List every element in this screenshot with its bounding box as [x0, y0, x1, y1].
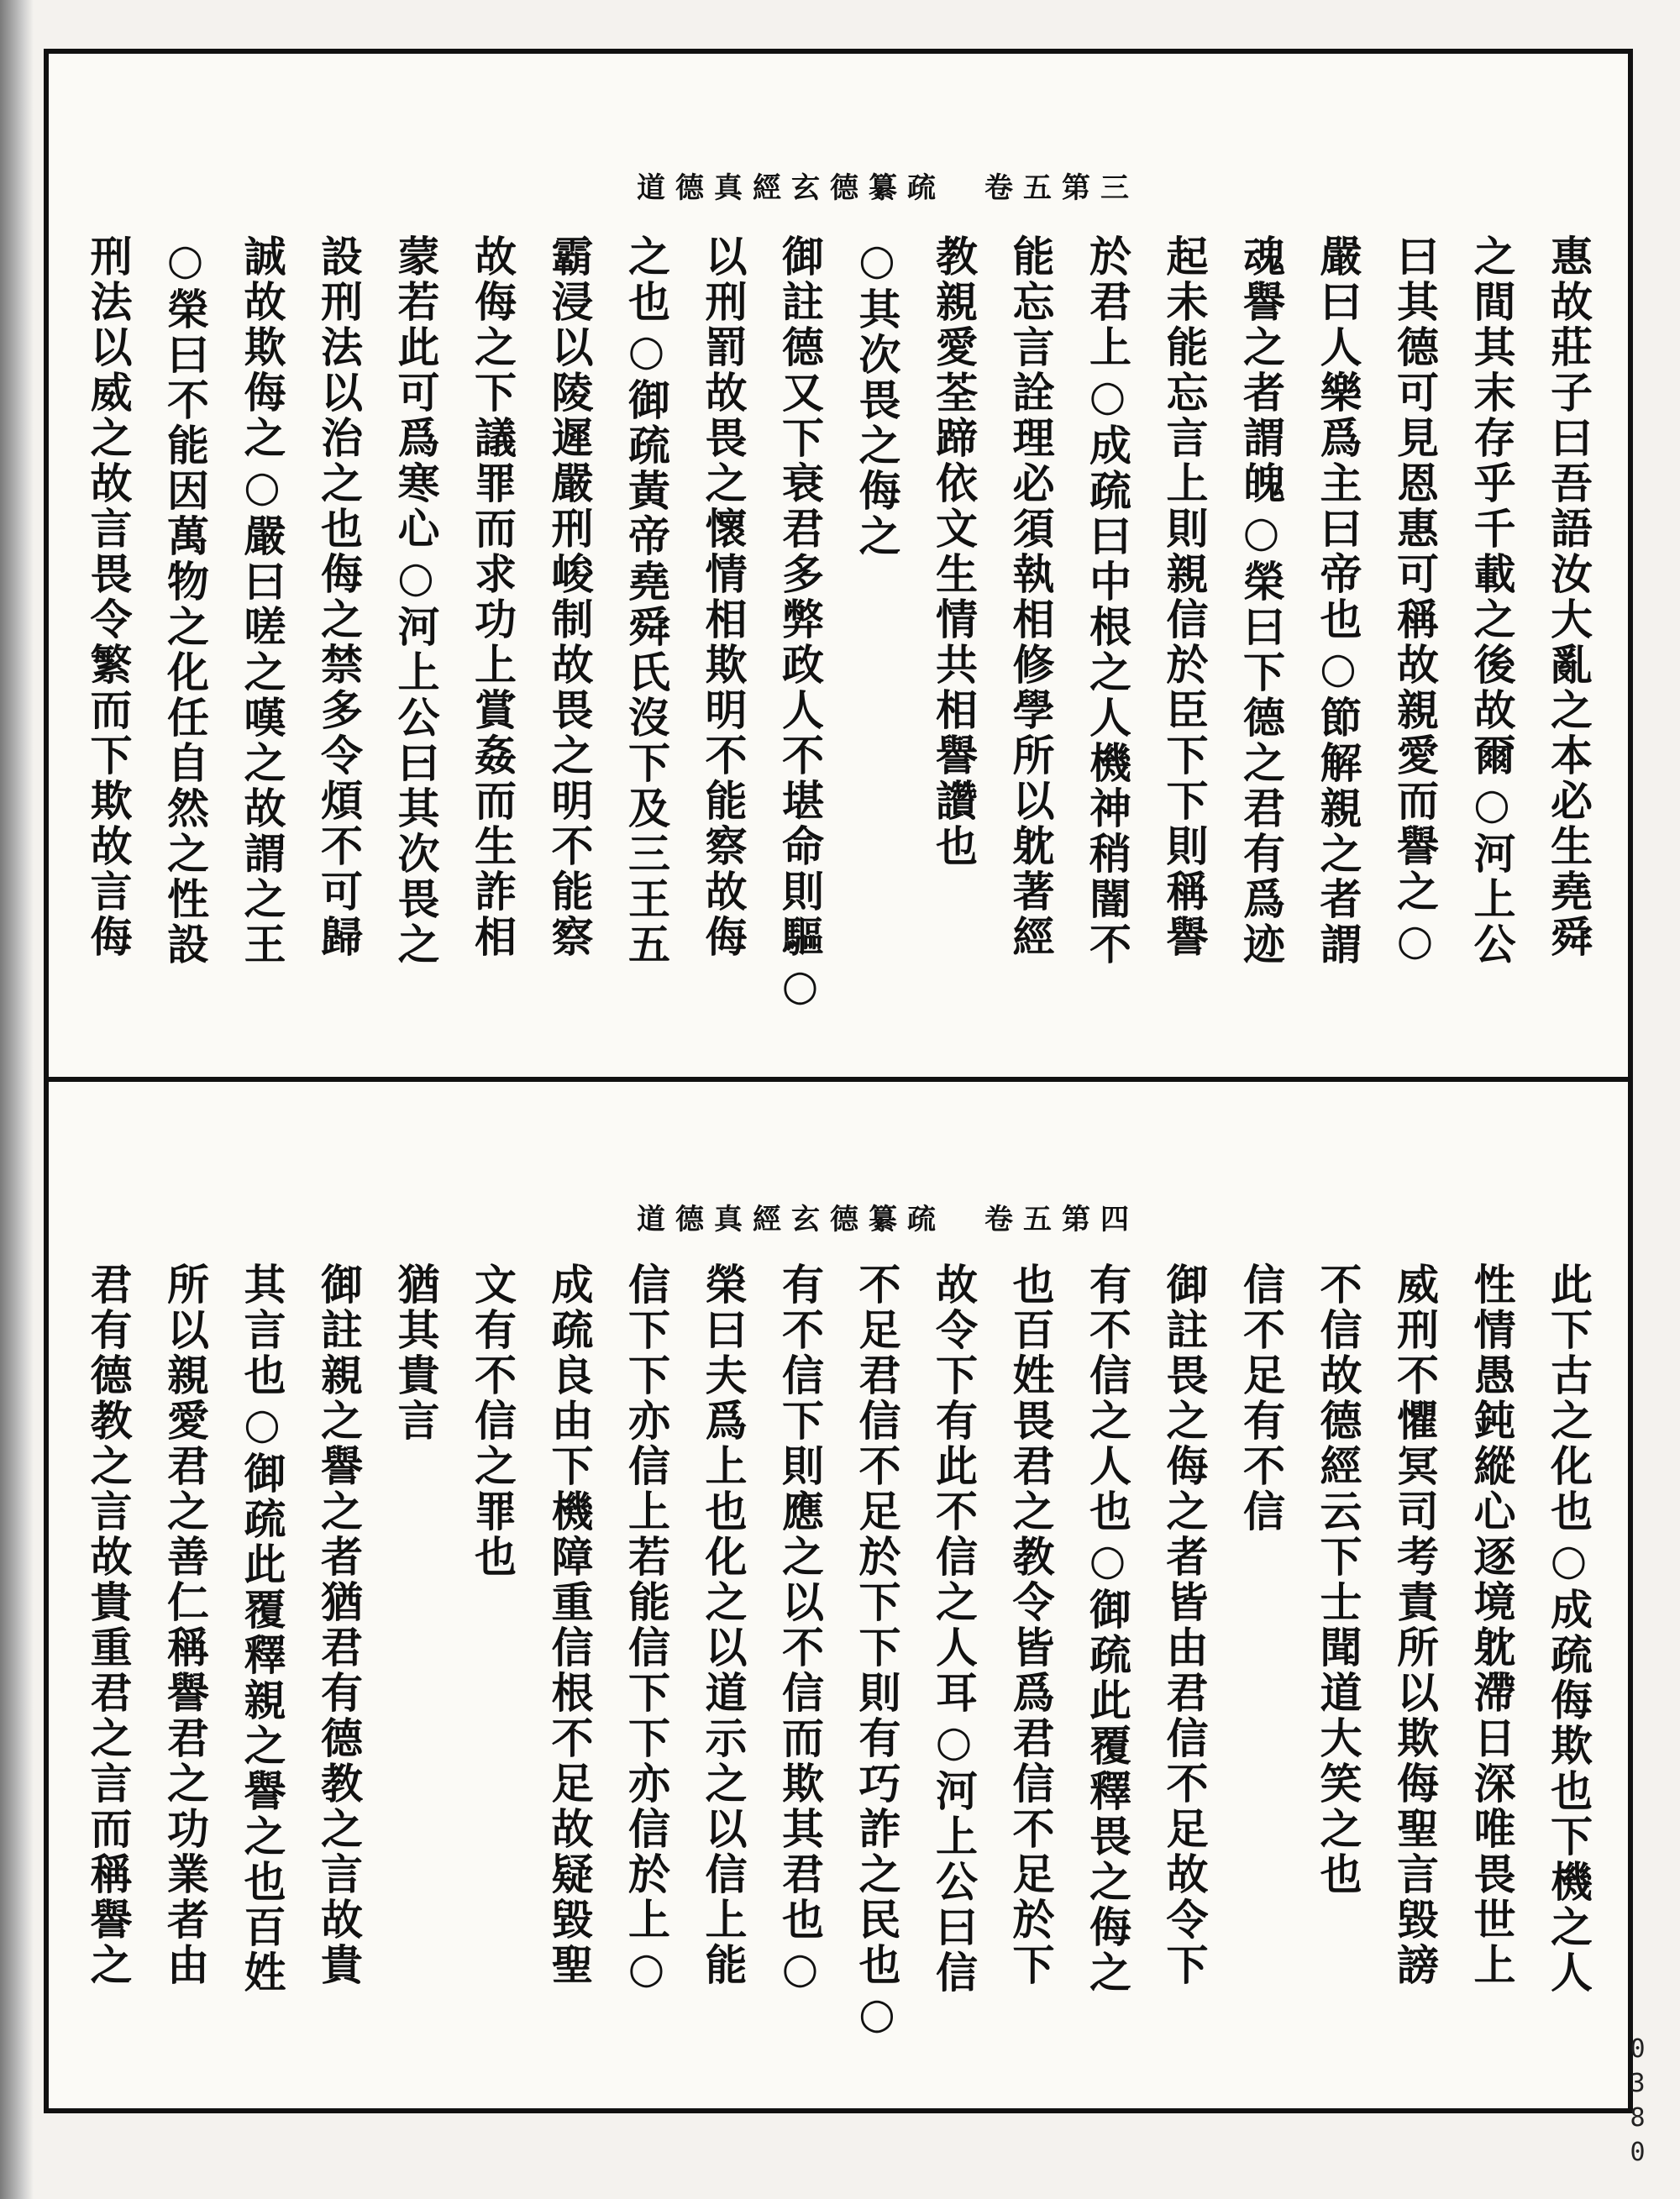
text-column: 故侮之下議罪而求功上賞姦而生詐相	[468, 234, 517, 960]
text-column: 設刑法以治之也侮之禁多令煩不可歸	[314, 234, 364, 960]
text-column: 文有不信之罪也	[468, 1262, 517, 1580]
text-column: ○其次畏之侮之	[852, 234, 902, 559]
text-column: 其言也○御疏此覆釋親之譽之也百姓	[237, 1262, 287, 1996]
text-column: 君有德教之言故貴重君之言而稱譽之	[83, 1262, 134, 1988]
text-column: 惠故莊子曰吾語汝大亂之本必生堯舜	[1544, 234, 1593, 960]
text-column: 御註親之譽之者猶君有德教之言故貴	[314, 1262, 364, 1988]
text-column: 之間其末存乎千載之後故爾○河上公	[1467, 234, 1517, 968]
bottom-page-header: 道德真經玄德纂疏 卷五第四	[637, 1203, 1139, 1236]
text-column: 以刑罰故畏之懷情相欺明不能察故侮	[698, 234, 748, 960]
text-column: 蒙若此可爲寒心○河上公曰其次畏之	[391, 234, 441, 968]
text-column: 起未能忘言上則親信於臣下下則稱譽	[1159, 234, 1210, 960]
text-column: 嚴曰人樂爲主曰帝也○節解親之者謂	[1313, 234, 1363, 968]
text-column: 曰其德可見恩惠可稱故親愛而譽之○	[1390, 234, 1440, 968]
text-column: 威刑不懼冥司考責所以欺侮聖言毀謗	[1390, 1262, 1440, 1988]
text-column: 霸浸以陵遲嚴刑峻制故畏之明不能察	[544, 234, 595, 960]
text-column: 之也○御疏黃帝堯舜氏沒下及三王五	[622, 234, 671, 968]
text-column: 成疏良由下機障重信根不足故疑毀聖	[544, 1262, 595, 1988]
text-column: 此下古之化也○成疏侮欺也下機之人	[1544, 1262, 1593, 1996]
text-column: 信不足有不信	[1236, 1262, 1286, 1535]
top-page-text	[71, 234, 1608, 1083]
text-column: 刑法以威之故言畏令繁而下欺故言侮	[83, 234, 134, 960]
text-column: 御註畏之侮之者皆由君信不足故令下	[1159, 1262, 1210, 1988]
text-column: 有不信之人也○御疏此覆釋畏之侮之	[1083, 1262, 1132, 1996]
text-column: ○榮曰不能因萬物之化任自然之性設	[160, 234, 210, 968]
text-column: 誠故欺侮之○嚴曰嗟之嘆之故謂之王	[237, 234, 287, 968]
text-column: 教親愛荃蹄依文生情共相譽讚也	[929, 234, 979, 869]
text-column: 有不信下則應之以不信而欺其君也○	[775, 1262, 825, 1996]
text-column: 榮曰夫爲上也化之以道示之以信上能	[698, 1262, 748, 1988]
text-column: 不足君信不足於下下則有巧詐之民也○	[852, 1262, 902, 2041]
top-page	[49, 54, 1628, 1077]
text-column: 所以親愛君之善仁稱譽君之功業者由	[160, 1262, 210, 1988]
text-column: 能忘言詮理必須執相修學所以躭著經	[1005, 234, 1056, 960]
text-column: 性情愚鈍縱心逐境躭滯日深唯畏世上	[1467, 1262, 1517, 1988]
top-page-header: 道德真經玄德纂疏 卷五第三	[637, 171, 1139, 205]
text-column: 信下下亦信上若能信下下亦信於上○	[622, 1262, 671, 1996]
page-number: 0380	[1623, 2034, 1652, 2172]
text-column: 不信故德經云下士聞道大笑之也	[1313, 1262, 1363, 1897]
text-column: 也百姓畏君之教令皆爲君信不足於下	[1005, 1262, 1056, 1988]
text-column: 於君上○成疏曰中根之人機神稍闇不	[1083, 234, 1132, 968]
text-column: 御註德又下衰君多弊政人不堪命則驅○	[775, 234, 825, 1013]
text-column: 故令下有此不信之人耳○河上公曰信	[929, 1262, 979, 1996]
text-column: 魂譽之者謂魄○榮曰下德之君有爲迹	[1236, 234, 1286, 968]
bottom-page-text	[71, 1262, 1608, 2111]
book-binding-shadow	[0, 0, 34, 2199]
text-column: 猶其貴言	[391, 1262, 441, 1444]
bottom-page	[49, 1082, 1628, 2108]
